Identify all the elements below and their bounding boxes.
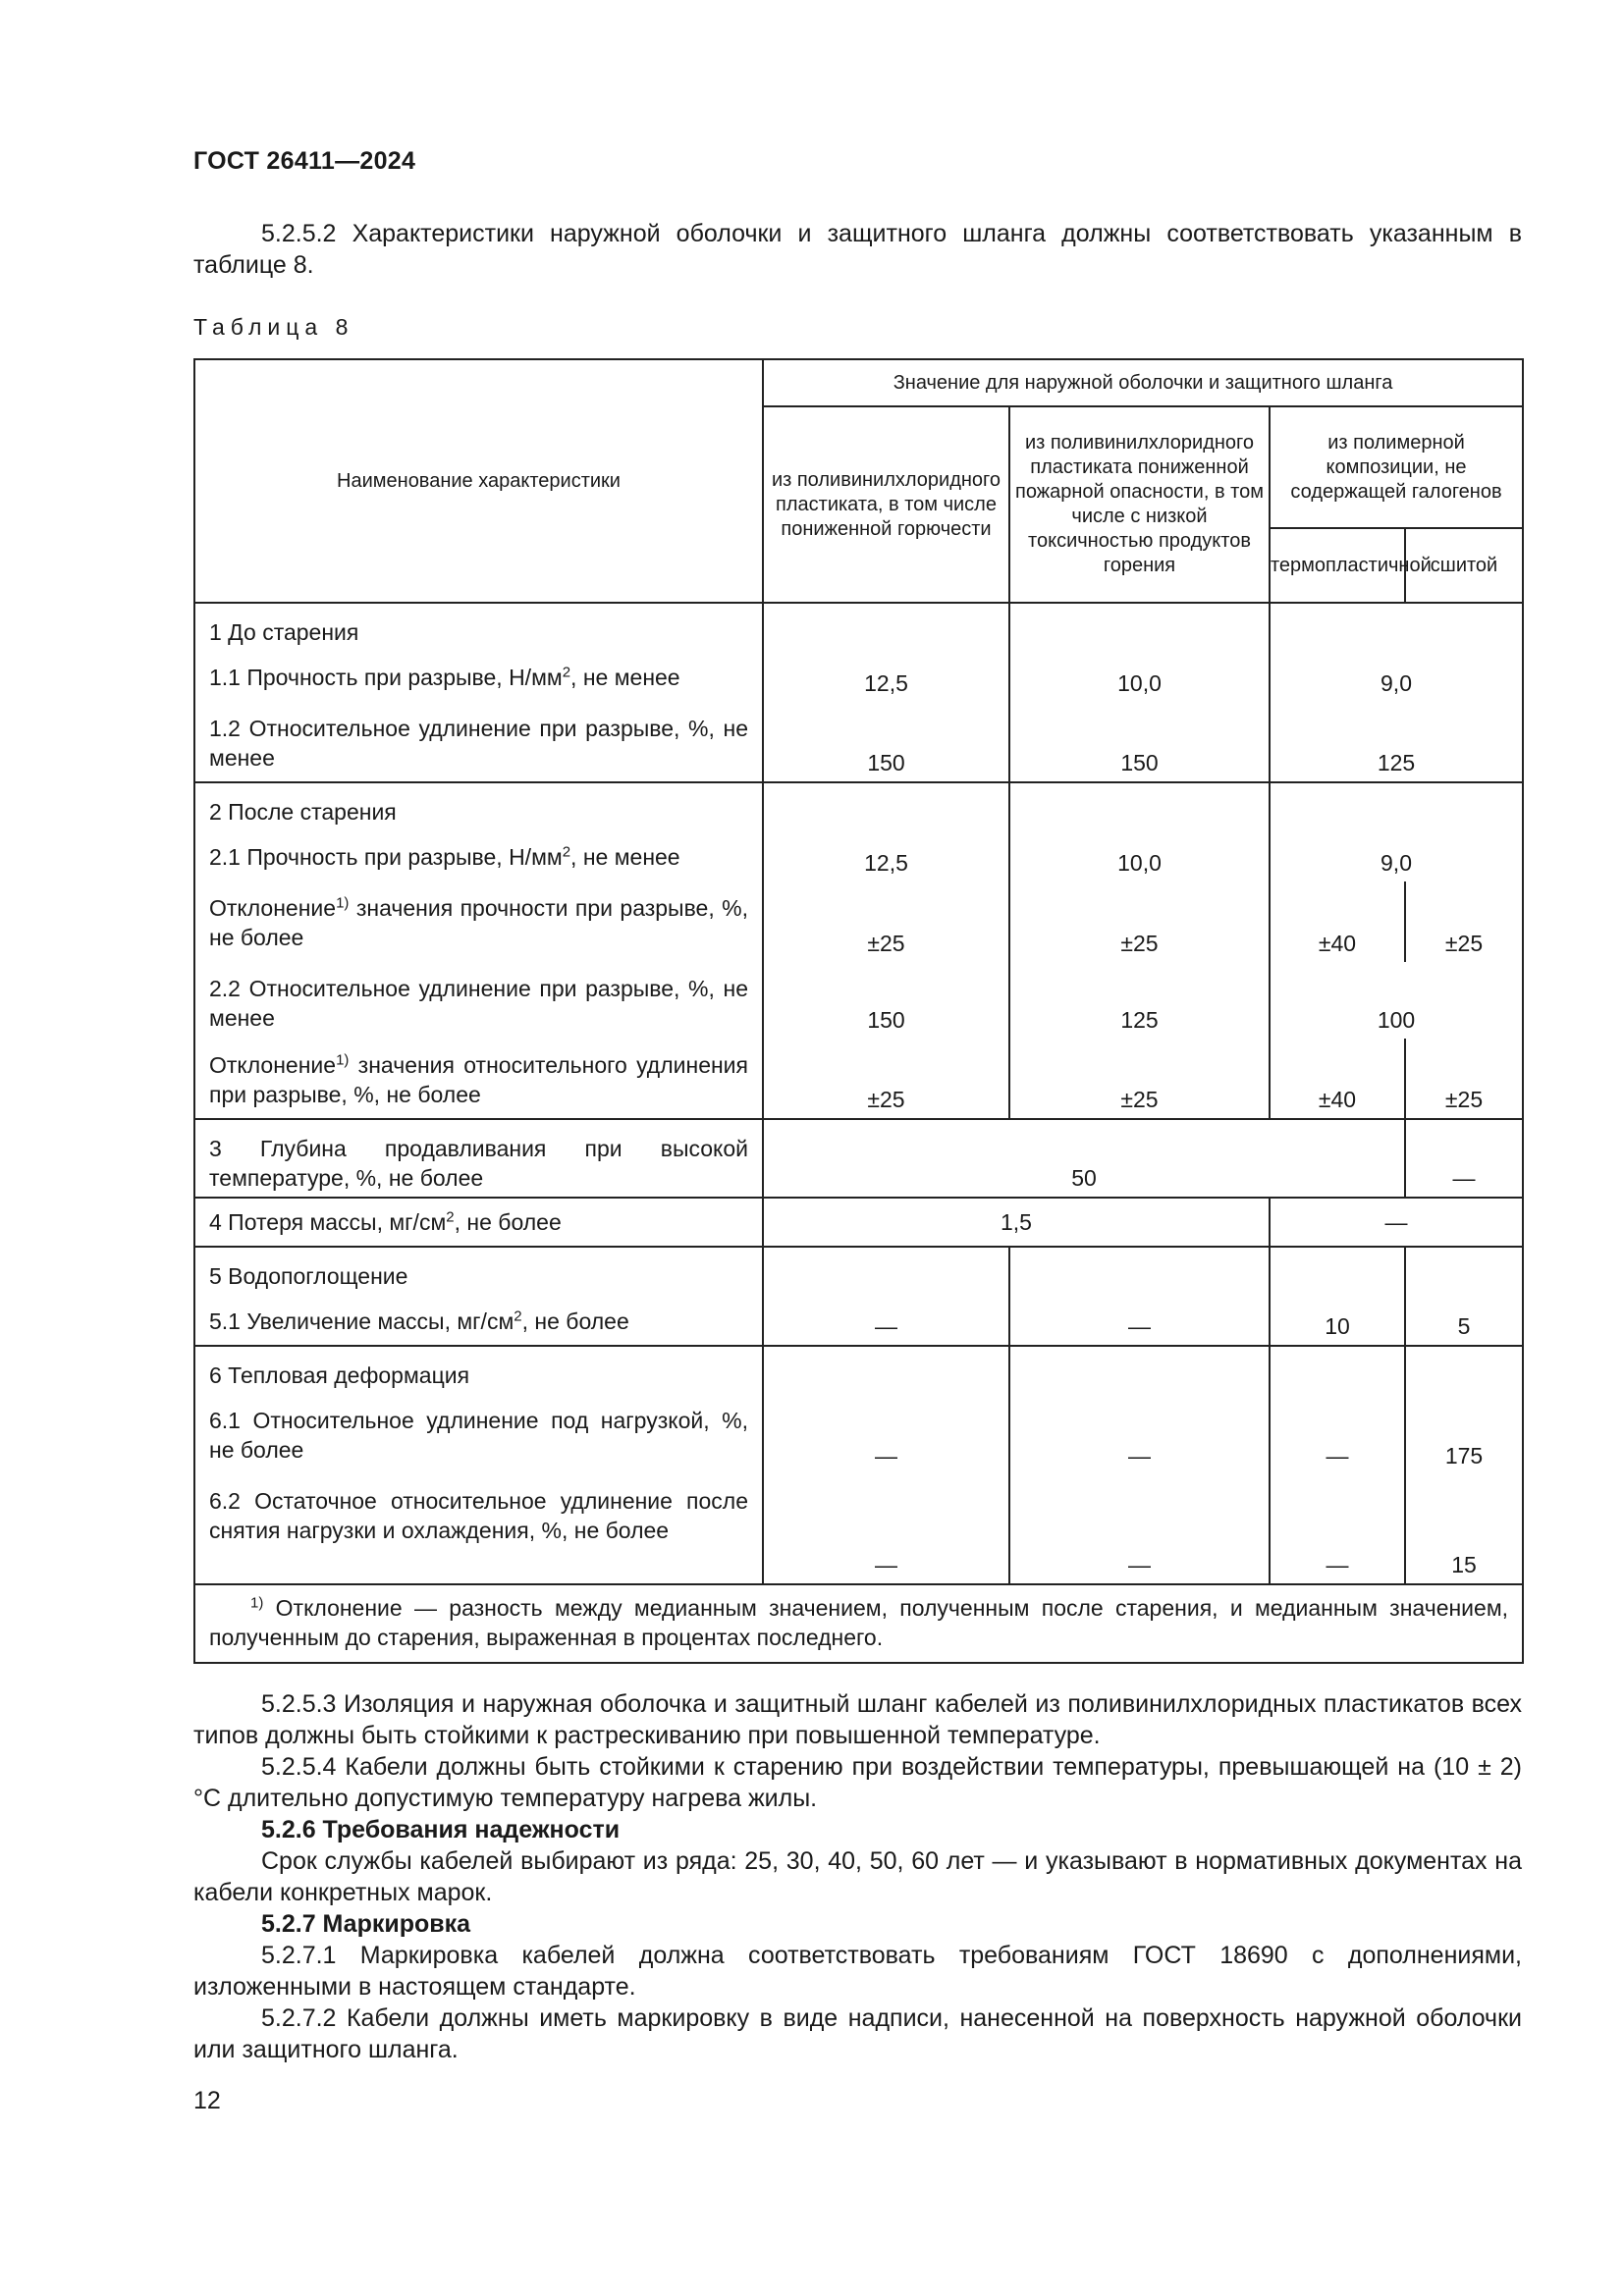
cell-4-pvc: 1,5	[763, 1198, 1270, 1247]
paragraph-5-2-7-1: 5.2.7.1 Маркировка кабелей должна соответствовать требованиям ГОСТ 18690 с дополнениями, изложенными в настоящем стандарте.	[193, 1942, 1522, 2001]
row-2-2-dev-label: Отклонение	[209, 1052, 337, 1078]
cell-2-2-hf: 100	[1270, 962, 1523, 1039]
cell-6-2-pvc-lf: —	[1009, 1474, 1270, 1584]
section-2-title: 2 После старения	[209, 799, 397, 825]
cell-6-1-pvc: —	[763, 1394, 1009, 1474]
cell-4-hf: —	[1270, 1198, 1523, 1247]
cell-2-1d-cl: ±25	[1405, 881, 1523, 962]
cell-6-1-cl: 175	[1405, 1394, 1523, 1474]
cell-2-2-pvc: 150	[763, 962, 1009, 1039]
cell-2-1d-pvc: ±25	[763, 881, 1009, 962]
cell-2-1-pvc-lf: 10,0	[1009, 830, 1270, 881]
cell-2-2d-pvc-lf: ±25	[1009, 1039, 1270, 1119]
cell-2-1d-pvc-lf: ±25	[1009, 881, 1270, 962]
cell-1-2-pvc: 150	[763, 702, 1009, 782]
col-header-crosslinked: сшитой	[1405, 528, 1523, 603]
col-header-pvc-low-fire: из поливинилхлоридного пластиката пониженной пожарной опасности, в том числе с низкой токсичностью продуктов горения	[1009, 406, 1270, 603]
row-6-2-label: 6.2 Остаточное относительное удлинение после снятия нагрузки и охлаждения, %, не более	[209, 1488, 748, 1543]
col-header-pvc: из поливинилхлоридного пластиката, в том числе пониженной горючести	[763, 406, 1009, 603]
row-5-1-label: 5.1 Увеличение массы, мг/см	[209, 1308, 514, 1334]
cell-5-1-cl: 5	[1405, 1295, 1523, 1346]
cell-5-1-pvc: —	[763, 1295, 1009, 1346]
cell-5-1-tp: 10	[1270, 1295, 1405, 1346]
paragraph-5-2-5-2: 5.2.5.2 Характеристики наружной оболочки и защитного шланга должны соответствовать указанным в таблице 8.	[193, 220, 1522, 279]
table-caption: Таблица 8	[193, 314, 354, 340]
cell-6-2-pvc: —	[763, 1474, 1009, 1584]
cell-6-2-cl: 15	[1405, 1474, 1523, 1584]
col-header-halogen-free: из полимерной композиции, не содержащей галогенов	[1270, 406, 1523, 528]
cell-6-1-pvc-lf: —	[1009, 1394, 1270, 1474]
col-header-name: Наименование характеристики	[194, 359, 763, 603]
table-8: Наименование характеристики Значение для наружной оболочки и защитного шланга из поливинилхлоридного пластиката, в том числе пониженной горючести из поливинилхлоридного пластиката пониженной пожарной опасности, в том числе с низкой токсичностью продуктов горения из полимерной композиции, не содержащей галогенов термопластичной сшитой 1 До старения 1.1 Прочность при разрыве, $Н/мм^2$, не менее 12,5 10,0 9,0 1.2 Относительное удлинение при разрыве, %, не менее 150 150 125 2 После старения 2.1 Прочность при разрыве, $Н/мм^2$, не менее 12,5 10,0 9,0 Отклонение$^{1)}$ значения прочности при разрыве, %, не более ±25 ±25 ±40 ±25 2.2 Относительное удлинение при разрыве, %, не менее 150 125 100 Отклонение$^{1)}$ значения относительного удлинения при разрыве, %, не более ±25 ±25 ±40 ±25 3 Глубина продавливания при высокой температуре, %, не более 50 — 4 Потеря массы, $мг/см^2$, не более 1,5 — 5 Водопоглощение 5.1 Увеличение массы, $мг/см^2$, не более — — 10 5 6 Тепловая деформация 6.1 Относительное удлинение под нагрузкой, %, не более — — — 175 6.2 Остаточное относительное удлинение после снятия нагрузки и охлаждения, %, не более — — — 15 $^{1)}$ Отклонение — разность между медианным значением, полученным после старения, и медианным значением, полученным до старения, выраженная в процентах последнего.	[193, 358, 1524, 1664]
cell-2-2d-tp: ±40	[1270, 1039, 1405, 1119]
row-2-1-dev-label: Отклонение	[209, 895, 337, 921]
paragraph-5-2-7-2: 5.2.7.2 Кабели должны иметь маркировку в виде надписи, нанесенной на поверхность наружной оболочки или защитного шланга.	[193, 2004, 1522, 2063]
cell-3-cl: —	[1405, 1119, 1523, 1198]
cell-1-1-pvc-lf: 10,0	[1009, 651, 1270, 702]
cell-3-all: 50	[763, 1119, 1405, 1198]
document-header: ГОСТ 26411—2024	[193, 147, 416, 175]
cell-1-1-pvc: 12,5	[763, 651, 1009, 702]
cell-6-1-tp: —	[1270, 1394, 1405, 1474]
row-6-1-label: 6.1 Относительное удлинение под нагрузкой, %, не более	[209, 1408, 748, 1463]
section-1-title: 1 До старения	[209, 619, 359, 645]
cell-2-1-hf: 9,0	[1270, 830, 1523, 881]
section-6-title: 6 Тепловая деформация	[209, 1362, 470, 1388]
cell-1-2-hf: 125	[1270, 702, 1523, 782]
row-1-1-label: 1.1 Прочность при разрыве, Н/мм	[209, 665, 563, 690]
cell-2-2d-pvc: ±25	[763, 1039, 1009, 1119]
paragraph-5-2-5-3: 5.2.5.3 Изоляция и наружная оболочка и защитный шланг кабелей из поливинилхлоридных пластикатов всех типов должны быть стойкими к растрескиванию при повышенной температуре.	[193, 1690, 1522, 1749]
row-3-label: 3 Глубина продавливания при высокой температуре, %, не более	[209, 1136, 748, 1191]
row-1-2-label: 1.2 Относительное удлинение при разрыве, %, не менее	[209, 716, 748, 771]
page-number: 12	[193, 2087, 221, 2114]
table-footnote: $^{1)}$ Отклонение — разность между медианным значением, полученным после старения, и медианным значением, полученным до старения, выраженная в процентах последнего.	[194, 1584, 1523, 1663]
paragraph-5-2-5-4: 5.2.5.4 Кабели должны быть стойкими к старению при воздействии температуры, превышающей на (10 ± 2) °С длительно допустимую температуру нагрева жилы.	[193, 1753, 1522, 1812]
section-5-title: 5 Водопоглощение	[209, 1263, 408, 1289]
heading-5-2-6: 5.2.6 Требования надежности	[261, 1816, 621, 1843]
col-header-group: Значение для наружной оболочки и защитного шланга	[763, 359, 1523, 406]
col-header-thermoplastic: термопластичной	[1270, 528, 1405, 603]
paragraph-5-2-6: Срок службы кабелей выбирают из ряда: 25, 30, 40, 50, 60 лет — и указывают в нормативных документах на кабели конкретных марок.	[193, 1847, 1522, 1906]
cell-2-1d-tp: ±40	[1270, 881, 1405, 962]
row-2-1-label: 2.1 Прочность при разрыве, Н/мм	[209, 844, 563, 870]
row-2-2-label: 2.2 Относительное удлинение при разрыве, %, не менее	[209, 976, 748, 1031]
cell-2-2-pvc-lf: 125	[1009, 962, 1270, 1039]
cell-2-1-pvc: 12,5	[763, 830, 1009, 881]
cell-6-2-tp: —	[1270, 1474, 1405, 1584]
heading-5-2-7: 5.2.7 Маркировка	[261, 1910, 471, 1938]
row-4-label: 4 Потеря массы, мг/см	[209, 1209, 447, 1235]
cell-1-1-hf: 9,0	[1270, 651, 1523, 702]
cell-2-2d-cl: ±25	[1405, 1039, 1523, 1119]
cell-1-2-pvc-lf: 150	[1009, 702, 1270, 782]
cell-5-1-pvc-lf: —	[1009, 1295, 1270, 1346]
